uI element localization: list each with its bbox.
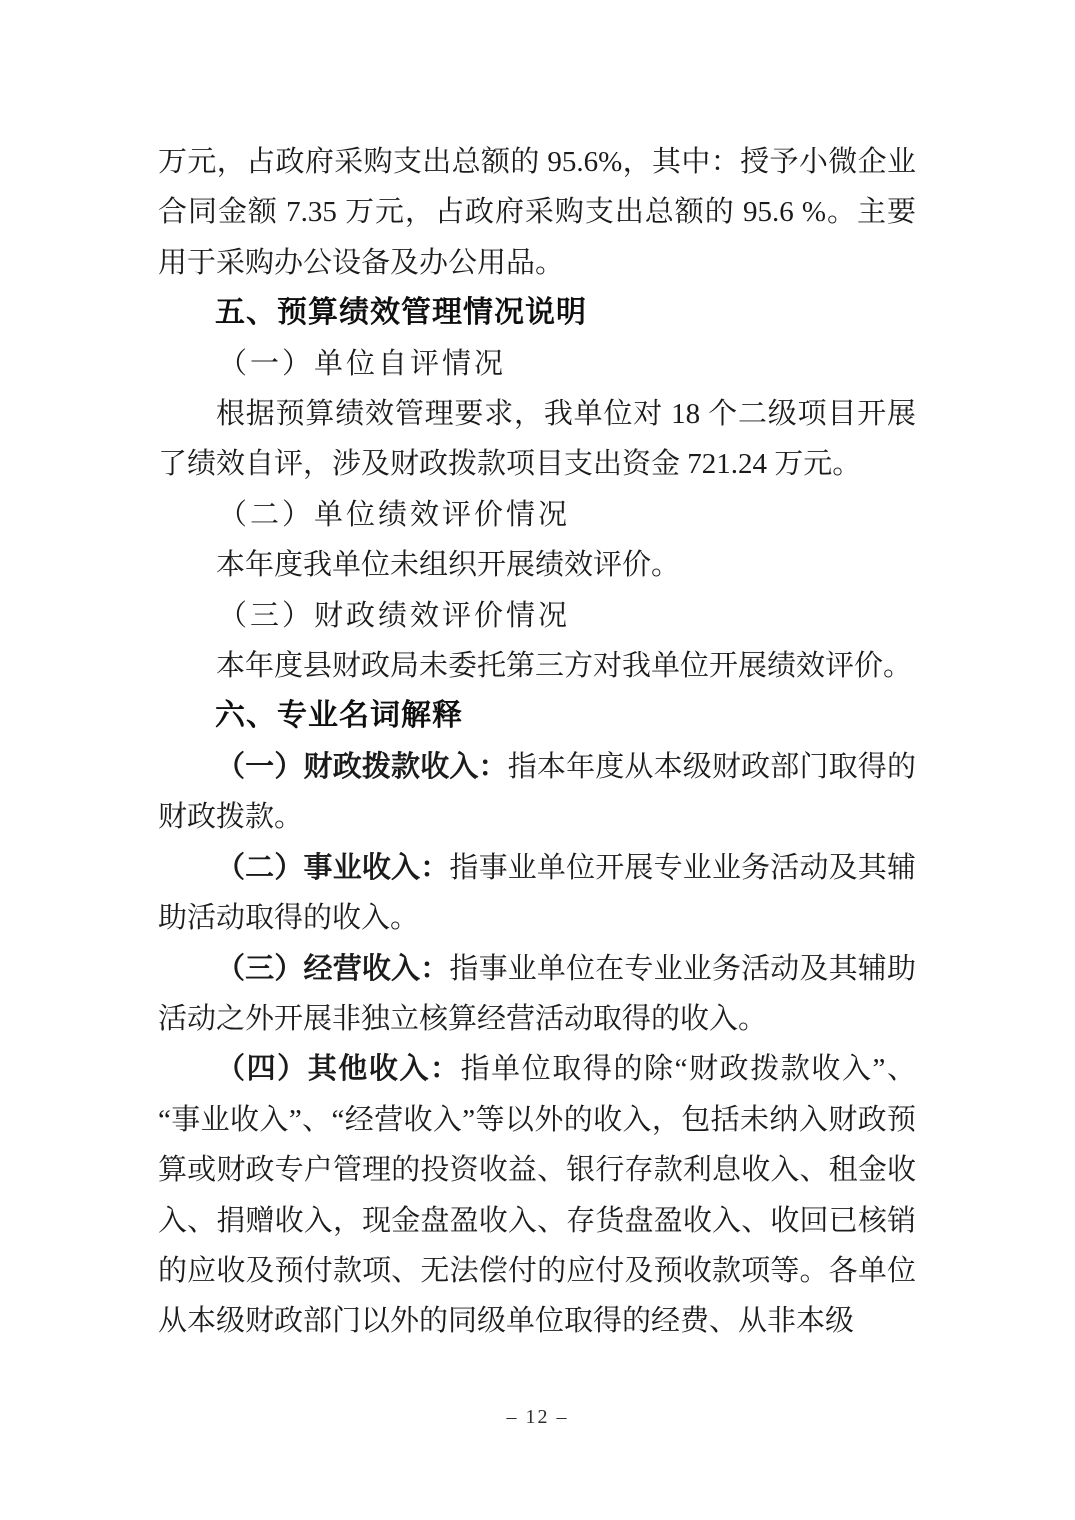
sub-heading: （三）财政绩效评价情况 bbox=[218, 599, 571, 632]
sub-heading: （二）单位绩效评价情况 bbox=[218, 498, 571, 531]
page-footer bbox=[0, 1404, 1075, 1430]
definition-term: （四）其他收入： bbox=[216, 1053, 461, 1086]
sub-heading: （一）单位自评情况 bbox=[218, 347, 507, 380]
definition-paragraph: （三）经营收入：指事业单位在专业业务活动及其辅助活动之外开展非独立核算经营活动取得的收入。 bbox=[158, 952, 916, 1035]
definition-paragraph: （二）事业收入：指事业单位开展专业业务活动及其辅助活动取得的收入。 bbox=[158, 851, 916, 935]
page-number: – 12 – bbox=[506, 1406, 569, 1428]
paragraph: 根据预算绩效管理要求，我单位对 18 个二级项目开展了绩效自评，涉及财政拨款项目支出资金 721.24 万元。 bbox=[158, 398, 916, 481]
definition-term: （一）财政拨款收入： bbox=[216, 750, 508, 783]
definition-paragraph: （一）财政拨款收入：指本年度从本级财政部门取得的财政拨款。 bbox=[158, 750, 916, 834]
definition-paragraph: （四）其他收入：指单位取得的除“财政拨款收入”、“事业收入”、“经营收入”等以外的收入，包括未纳入财政预算或财政专户管理的投资收益、银行存款利息收入、租金收入、捐赠收入，现金盘盈收入、存货盘盈收入、收回已核销的应收及预付款项、无法偿付的应付及预收款项等。各单位从本级财政部门以外的同级单位取得的经费、从非本级 bbox=[158, 1053, 916, 1338]
section-heading: 五、预算绩效管理情况说明 bbox=[215, 296, 587, 330]
paragraph: 本年度我单位未组织开展绩效评价。 bbox=[216, 549, 681, 582]
paragraph: 万元，占政府采购支出总额的 95.6%，其中：授予小微企业合同金额 7.35 万元，占政府采购支出总额的 95.6 %。主要用于采购办公设备及办公用品。 bbox=[158, 146, 916, 279]
definition-term: （二）事业收入： bbox=[216, 851, 450, 884]
section-heading: 六、专业名词解释 bbox=[215, 699, 463, 733]
definition-term: （三）经营收入： bbox=[216, 952, 450, 985]
document-body bbox=[158, 137, 916, 1347]
paragraph: 本年度县财政局未委托第三方对我单位开展绩效评价。 bbox=[216, 650, 913, 683]
